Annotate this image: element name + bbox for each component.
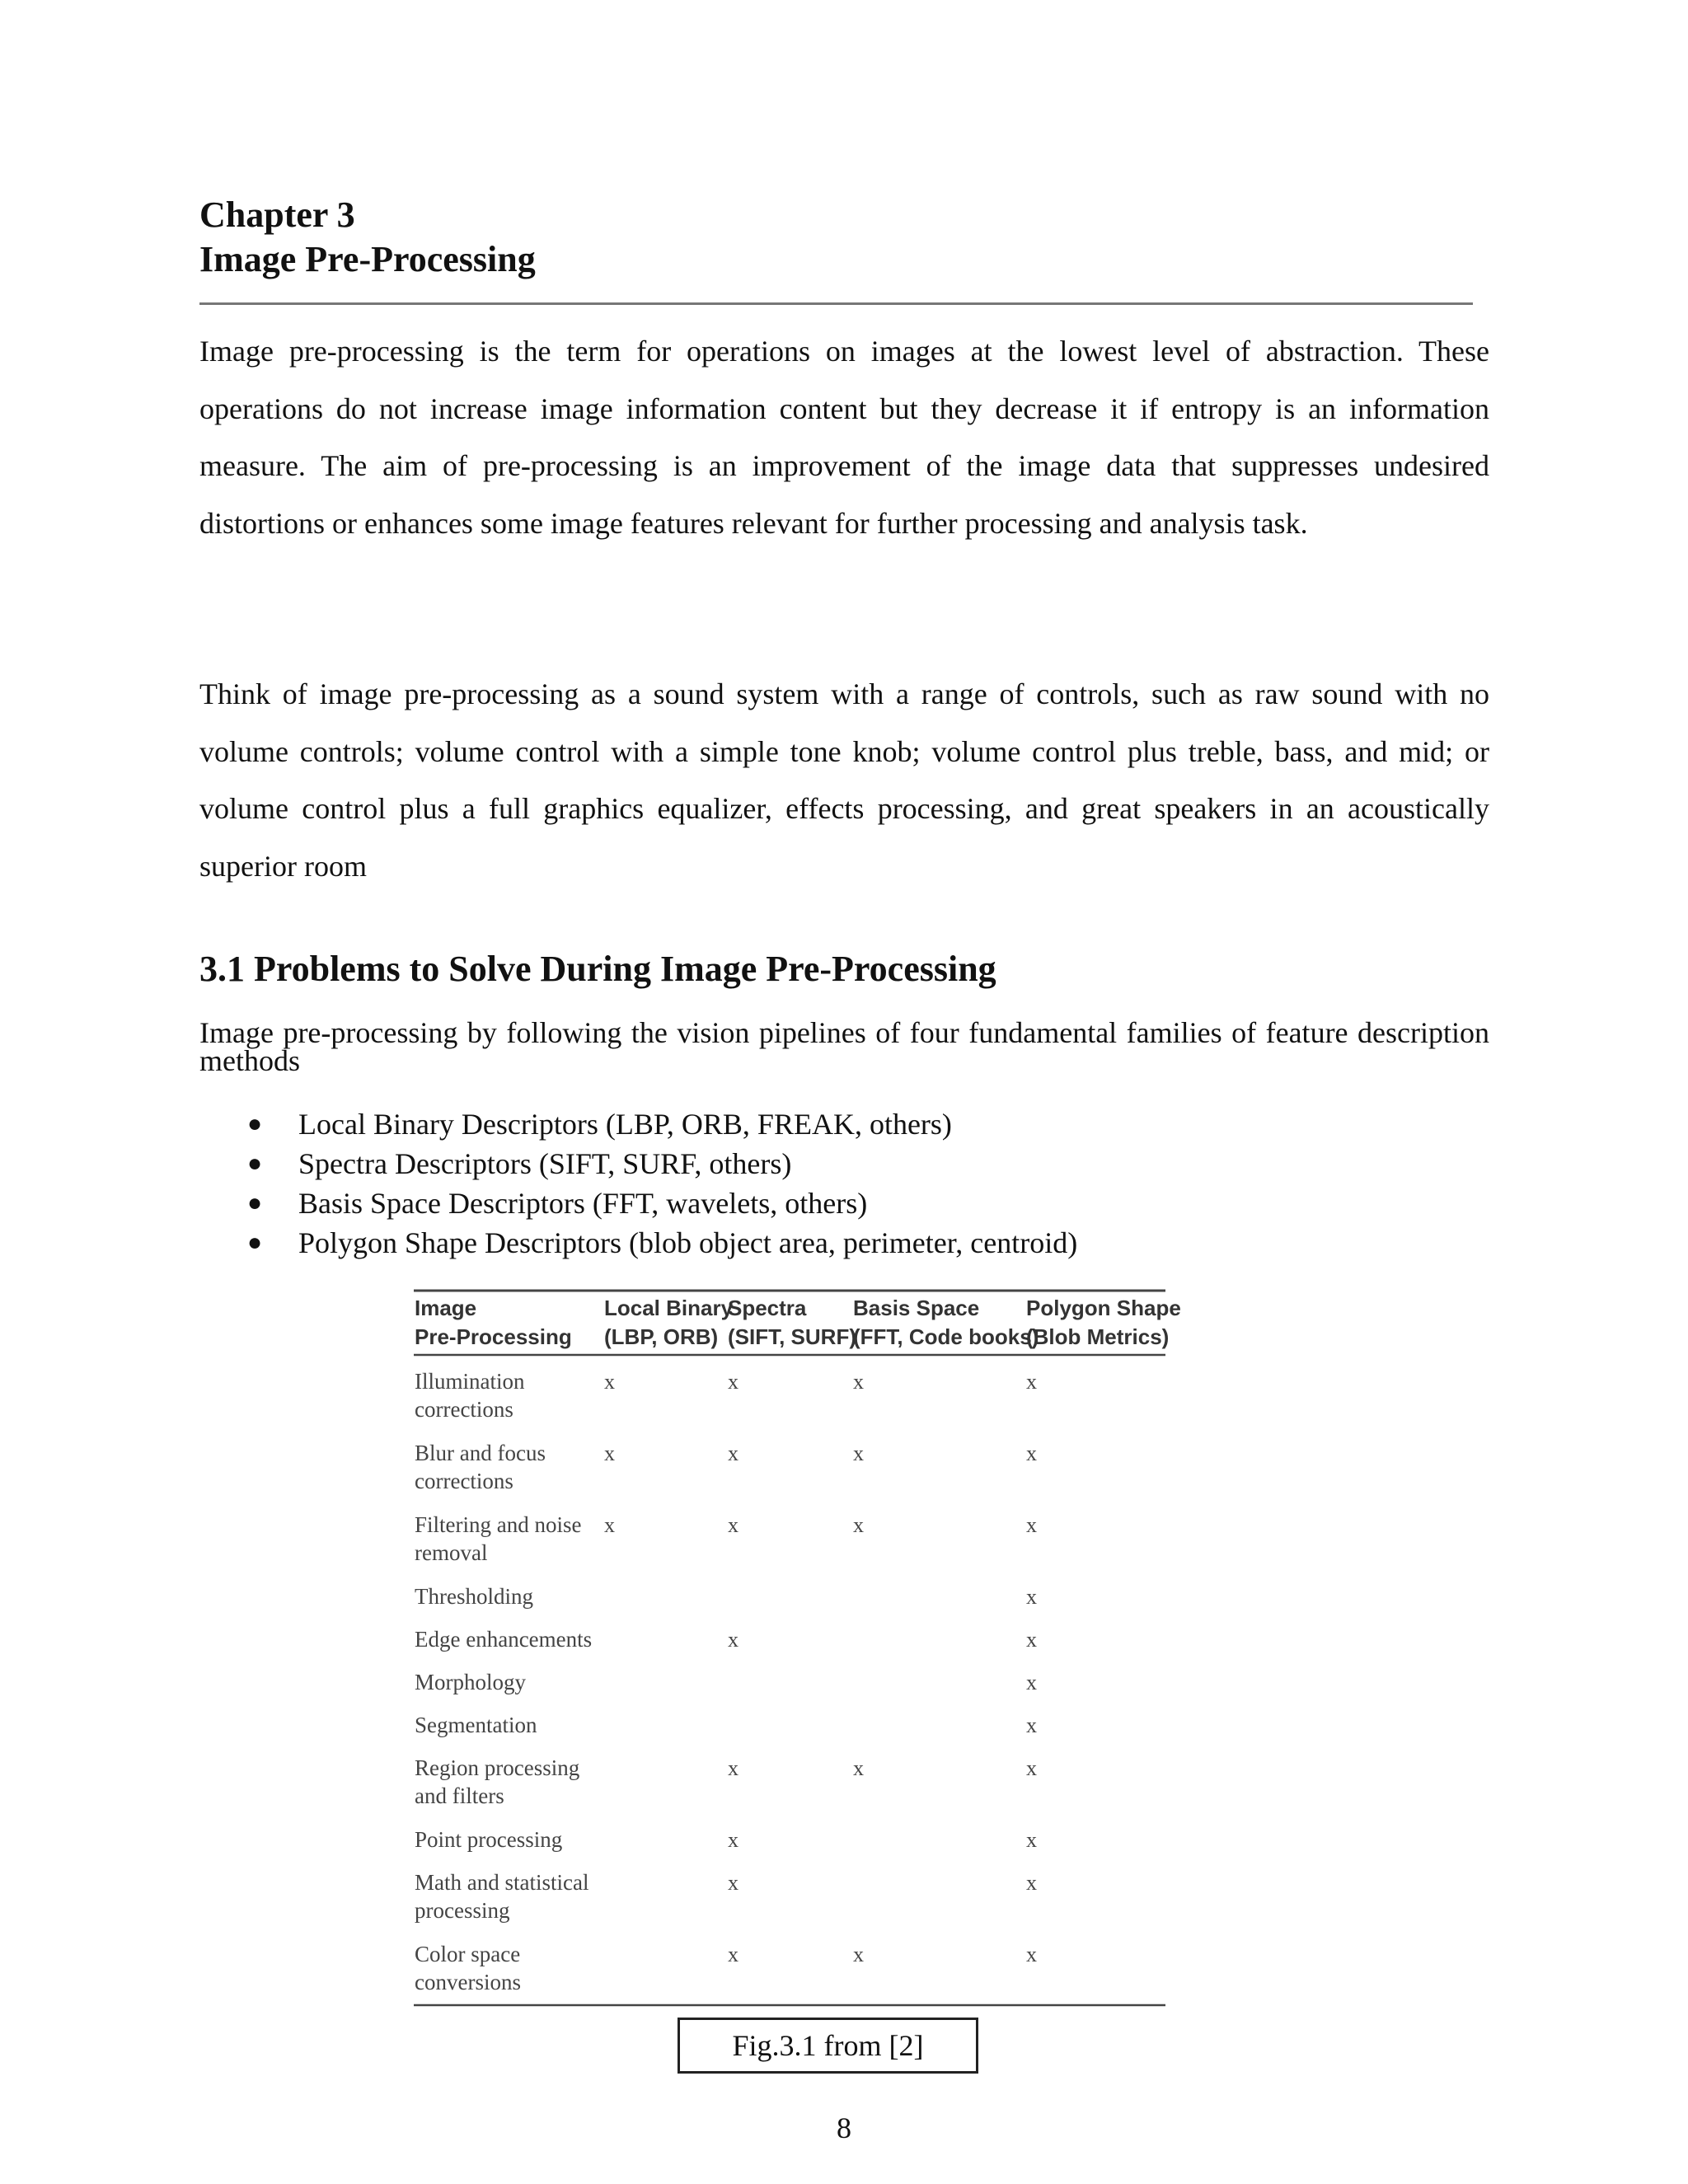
row-label: removal <box>415 1540 488 1565</box>
table-mark: x <box>853 1370 864 1394</box>
bullet-icon: ● <box>247 1110 263 1137</box>
row-label: Region processing <box>415 1755 580 1780</box>
bullet-icon: ● <box>247 1189 263 1216</box>
table-mark: x <box>728 1441 738 1465</box>
table-mark: x <box>728 1628 738 1652</box>
page-number: 8 <box>837 2111 851 2144</box>
column-header: Basis Space <box>853 1296 980 1320</box>
column-header: Image <box>415 1296 477 1320</box>
row-label: Segmentation <box>415 1713 537 1737</box>
descriptor-list <box>199 1104 1077 1263</box>
column-header: (SIFT, SURF) <box>728 1324 856 1349</box>
table-mark: x <box>604 1370 615 1394</box>
table-mark: x <box>1026 1713 1037 1737</box>
table-mark: x <box>604 1441 615 1465</box>
row-label: processing <box>415 1898 510 1923</box>
table-mark: x <box>728 1943 738 1966</box>
intro-paragraph: Image pre-processing is the term for operations on images at the lowest level of abstraction. These operations do not increase image information content but they decrease it if entropy is an information measure. The aim of pre-processing is an improvement of the image data that suppresses undesired distortions or enhances some image features relevant for further processing and analysis task. <box>199 335 1489 540</box>
table-mark: x <box>728 1871 738 1895</box>
table-mark: x <box>1026 1871 1037 1895</box>
row-label: Math and statistical <box>415 1870 589 1895</box>
table-mark: x <box>1026 1441 1037 1465</box>
row-label: conversions <box>415 1970 521 1994</box>
bullet-icon: ● <box>247 1229 263 1256</box>
table-mark: x <box>1026 1370 1037 1394</box>
list-item: ● Polygon Shape Descriptors (blob object area, perimeter, centroid) <box>199 1223 1077 1263</box>
row-label: Point processing <box>415 1827 563 1852</box>
chapter-title: Image Pre-Processing <box>199 239 536 279</box>
row-label: Color space <box>415 1942 521 1966</box>
column-header: Pre-Processing <box>415 1324 572 1349</box>
column-header: Local Binary <box>604 1296 734 1320</box>
figure-caption: Fig.3.1 from [2] <box>678 2018 978 2074</box>
row-label: and filters <box>415 1783 504 1808</box>
table-mark: x <box>853 1513 864 1537</box>
section-heading: 3.1 Problems to Solve During Image Pre-Processing <box>199 949 996 989</box>
column-header: (FFT, Code books) <box>853 1324 1039 1349</box>
table-mark: x <box>853 1943 864 1966</box>
row-label: Illumination <box>415 1369 525 1394</box>
list-item: ● Spectra Descriptors (SIFT, SURF, others) <box>199 1144 1077 1183</box>
table-mark: x <box>853 1441 864 1465</box>
table-mark: x <box>604 1513 615 1537</box>
row-label: corrections <box>415 1397 513 1422</box>
row-label: Edge enhancements <box>415 1627 593 1652</box>
table-mark: x <box>1026 1628 1037 1652</box>
row-label: Thresholding <box>415 1584 533 1609</box>
row-label: Morphology <box>415 1670 526 1694</box>
table-mark: x <box>728 1828 738 1852</box>
header-divider <box>199 302 1473 305</box>
table-mark: x <box>1026 1671 1037 1694</box>
row-label: corrections <box>415 1469 513 1493</box>
table-mark: x <box>728 1513 738 1537</box>
column-header: (Blob Metrics) <box>1026 1324 1170 1349</box>
column-header: (LBP, ORB) <box>604 1324 719 1349</box>
row-label: Filtering and noise <box>415 1512 582 1537</box>
table-mark: x <box>728 1370 738 1394</box>
chapter-label: Chapter 3 <box>199 194 355 235</box>
table-mark: x <box>1026 1756 1037 1780</box>
feature-table <box>414 1286 1181 2008</box>
table-mark: x <box>853 1756 864 1780</box>
table-mark: x <box>1026 1943 1037 1966</box>
table-mark: x <box>1026 1828 1037 1852</box>
list-item: ● Local Binary Descriptors (LBP, ORB, FREAK, others) <box>199 1104 1077 1144</box>
feature-table-figure <box>414 1286 1181 2008</box>
table-mark: x <box>1026 1513 1037 1537</box>
bullet-icon: ● <box>247 1150 263 1177</box>
column-header: Polygon Shape <box>1026 1296 1181 1320</box>
analogy-paragraph: Think of image pre-processing as a sound system with a range of controls, such as raw sound with no volume controls; volume control with a simple tone knob; volume control plus treble, bass, and mid; or volume control plus a full graphics equalizer, effects processing, and great speakers in an acoustically superior room <box>199 677 1489 883</box>
section-intro: Image pre-processing by following the vision pipelines of four fundamental families of feature description methods <box>199 1016 1489 1077</box>
table-mark: x <box>728 1756 738 1780</box>
list-item: ● Basis Space Descriptors (FFT, wavelets, others) <box>199 1183 1077 1223</box>
table-mark: x <box>1026 1585 1037 1609</box>
row-label: Blur and focus <box>415 1441 546 1465</box>
chapter-header <box>199 193 1473 282</box>
column-header: Spectra <box>728 1296 807 1320</box>
